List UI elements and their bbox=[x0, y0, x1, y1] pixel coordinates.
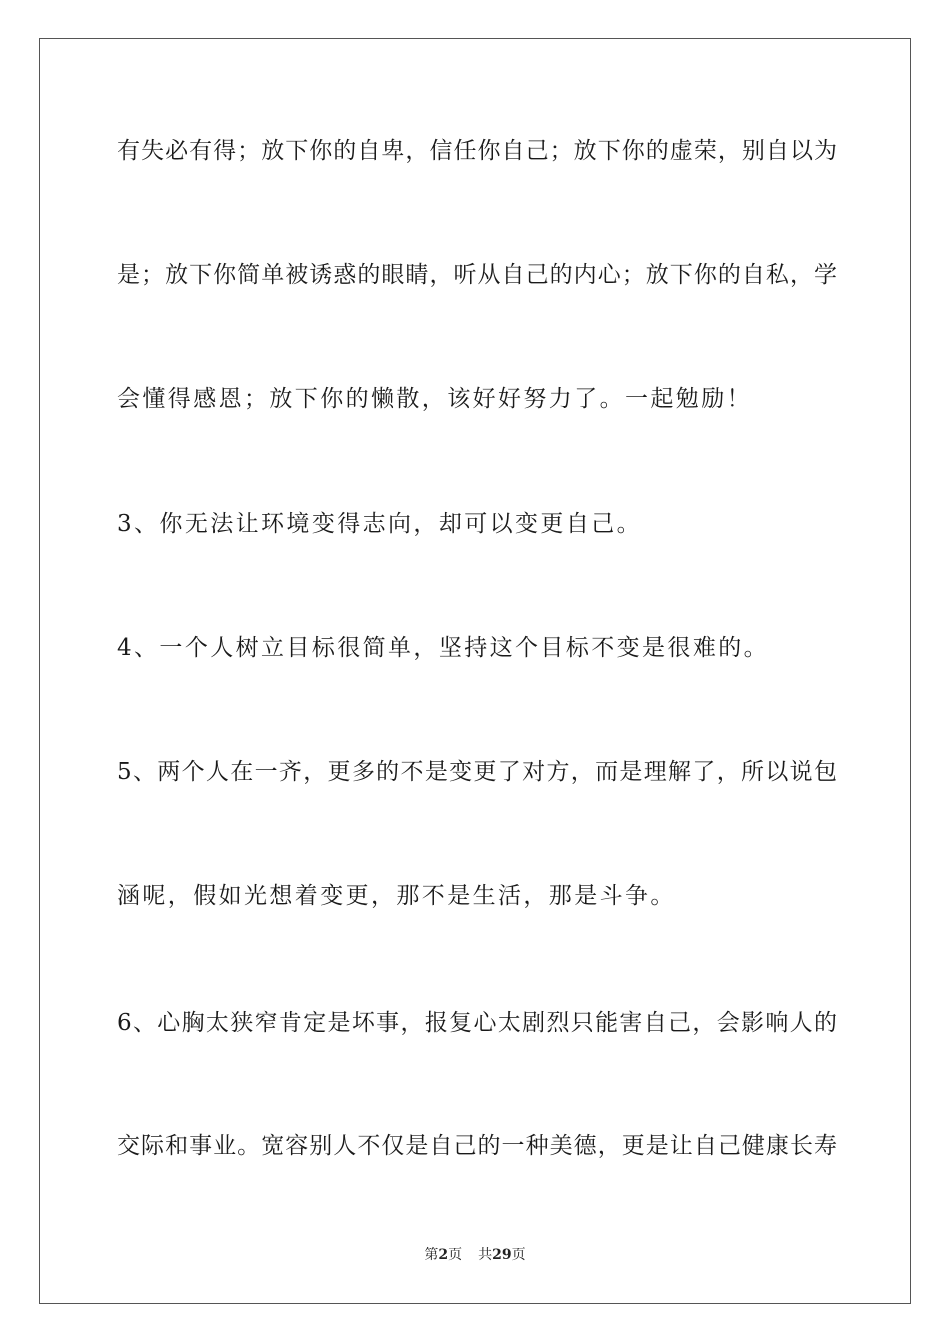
page-border bbox=[39, 38, 911, 1304]
text-line-9: 交际和事业。宽容别人不仅是自己的一种美德，更是让自己健康长寿 bbox=[117, 1133, 837, 1159]
text-line-4: 3、你无法让环境变得志向，却可以变更自己。 bbox=[117, 511, 643, 537]
total-prefix: 共 bbox=[478, 1247, 493, 1263]
text-line-6: 5、两个人在一齐，更多的不是变更了对方，而是理解了，所以说包 bbox=[117, 759, 837, 785]
text-line-5: 4、一个人树立目标很简单，坚持这个目标不变是很难的。 bbox=[117, 635, 770, 661]
page-number: 2 bbox=[438, 1247, 449, 1263]
text-line-8: 6、心胸太狭窄肯定是坏事，报复心太剧烈只能害自己，会影响人的 bbox=[117, 1010, 837, 1036]
text-line-1: 有失必有得；放下你的自卑，信任你自己；放下你的虚荣，别自以为 bbox=[117, 138, 837, 164]
text-line-2: 是；放下你简单被诱惑的眼睛，听从自己的内心；放下你的自私，学 bbox=[117, 262, 837, 288]
total-suffix: 页 bbox=[511, 1247, 526, 1263]
page-suffix: 页 bbox=[448, 1247, 463, 1263]
page-prefix: 第 bbox=[424, 1247, 439, 1263]
total-pages: 29 bbox=[492, 1247, 512, 1263]
text-line-7: 涵呢，假如光想着变更，那不是生活，那是斗争。 bbox=[117, 883, 676, 909]
text-line-3: 会懂得感恩；放下你的懒散，该好好努力了。一起勉励！ bbox=[117, 386, 752, 412]
page-footer bbox=[0, 1246, 950, 1264]
